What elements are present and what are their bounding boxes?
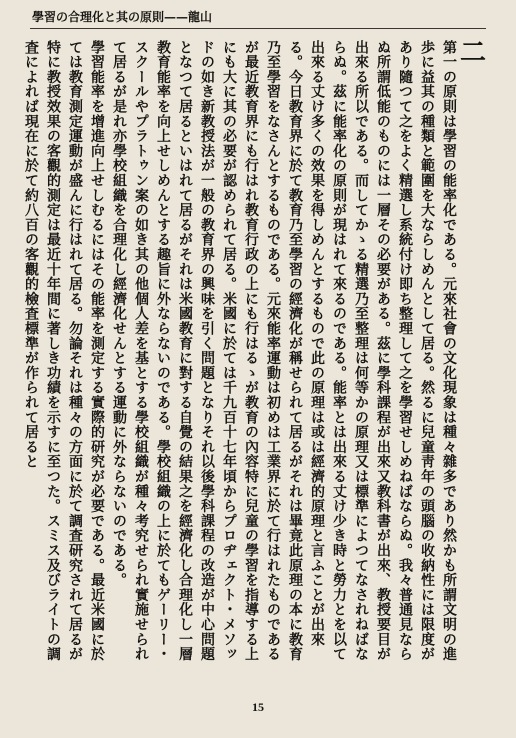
body-paragraph: 學習能率を增進向上せしむるにはその能率を測定する實際的研究が必要である。最近米國に於ては教育測定運動が盛んに行はれて居る。勿論それは種々の方面に於て調査研究されて居るが特に教授效果の客觀的測定は最近十年間に著しき功績を示すに至つた。スミス及びライトの調査によれば現在に於て約八百の客觀的檢査標準が作られて居ると [23, 40, 105, 662]
running-header: 學習の合理化と其の原則——龍山 [32, 10, 213, 24]
section-number: 二 [459, 38, 486, 68]
header-divider [30, 28, 486, 29]
body-paragraph: 第一の原則は學習の能率化である。元來社會の文化現象は種々雜多であり然かも所謂文明の進歩に益其の種類と範圍を大ならしめんとして居る。然るに兒童靑年の頭腦の收納性には限度があり隨つて之をよく精選し系統付け即ち整理して之を學習せしめねばならぬ。我々普通見ならぬ所謂低能のものには一層その必要がある。茲に學科課程が出來又教科書が出來、教授要目が出來る所以である。而してかゝる精選乃至整理は何等かの原理又は標準によつてなされねばならぬ。茲に能率化の原則が現はれて來るのである。能率とは出來る丈け少き時と勞力とを以て出來る丈け多くの效果を得しめんとするもので此の原理は或は經濟的原理と言ふことが出來る。今日教育界に於て教育乃至學習の經濟化が稱せられて居るがそれは畢竟此原理の本に教育乃至學習をなさんとするものである。元來能率運動は初めは工業界に於て行はれたものであるが最近教育界にも行はれ教育行政の上にも行はるゝが教育の內容特に兒童の學習を指導する上にも大に其の必要が認められて居る。米國に於ては千九百十七年頃からプロヂェクト・メソッドの如き新教授法が一般の教育界の興味を引く問題となりそれ以後學科課程の改造が中心問題となつて居るといはれて居るがそれは米國教育に對する自覺の結果之を經濟化し合理化し一層教育能率を向上せしめんとする趣旨に外ならないのである。學校組織の上に於てもゲーリー・スクールやプラトゥン案の如き其の他個人差を基とする學校組織が種々考究せられ實施せられて居るが是れ亦學校組織を合理化し經濟化せんとする運動に外ならないのである。 [111, 40, 457, 662]
vertical-body-text [22, 40, 460, 674]
page-number: 15 [252, 700, 264, 714]
